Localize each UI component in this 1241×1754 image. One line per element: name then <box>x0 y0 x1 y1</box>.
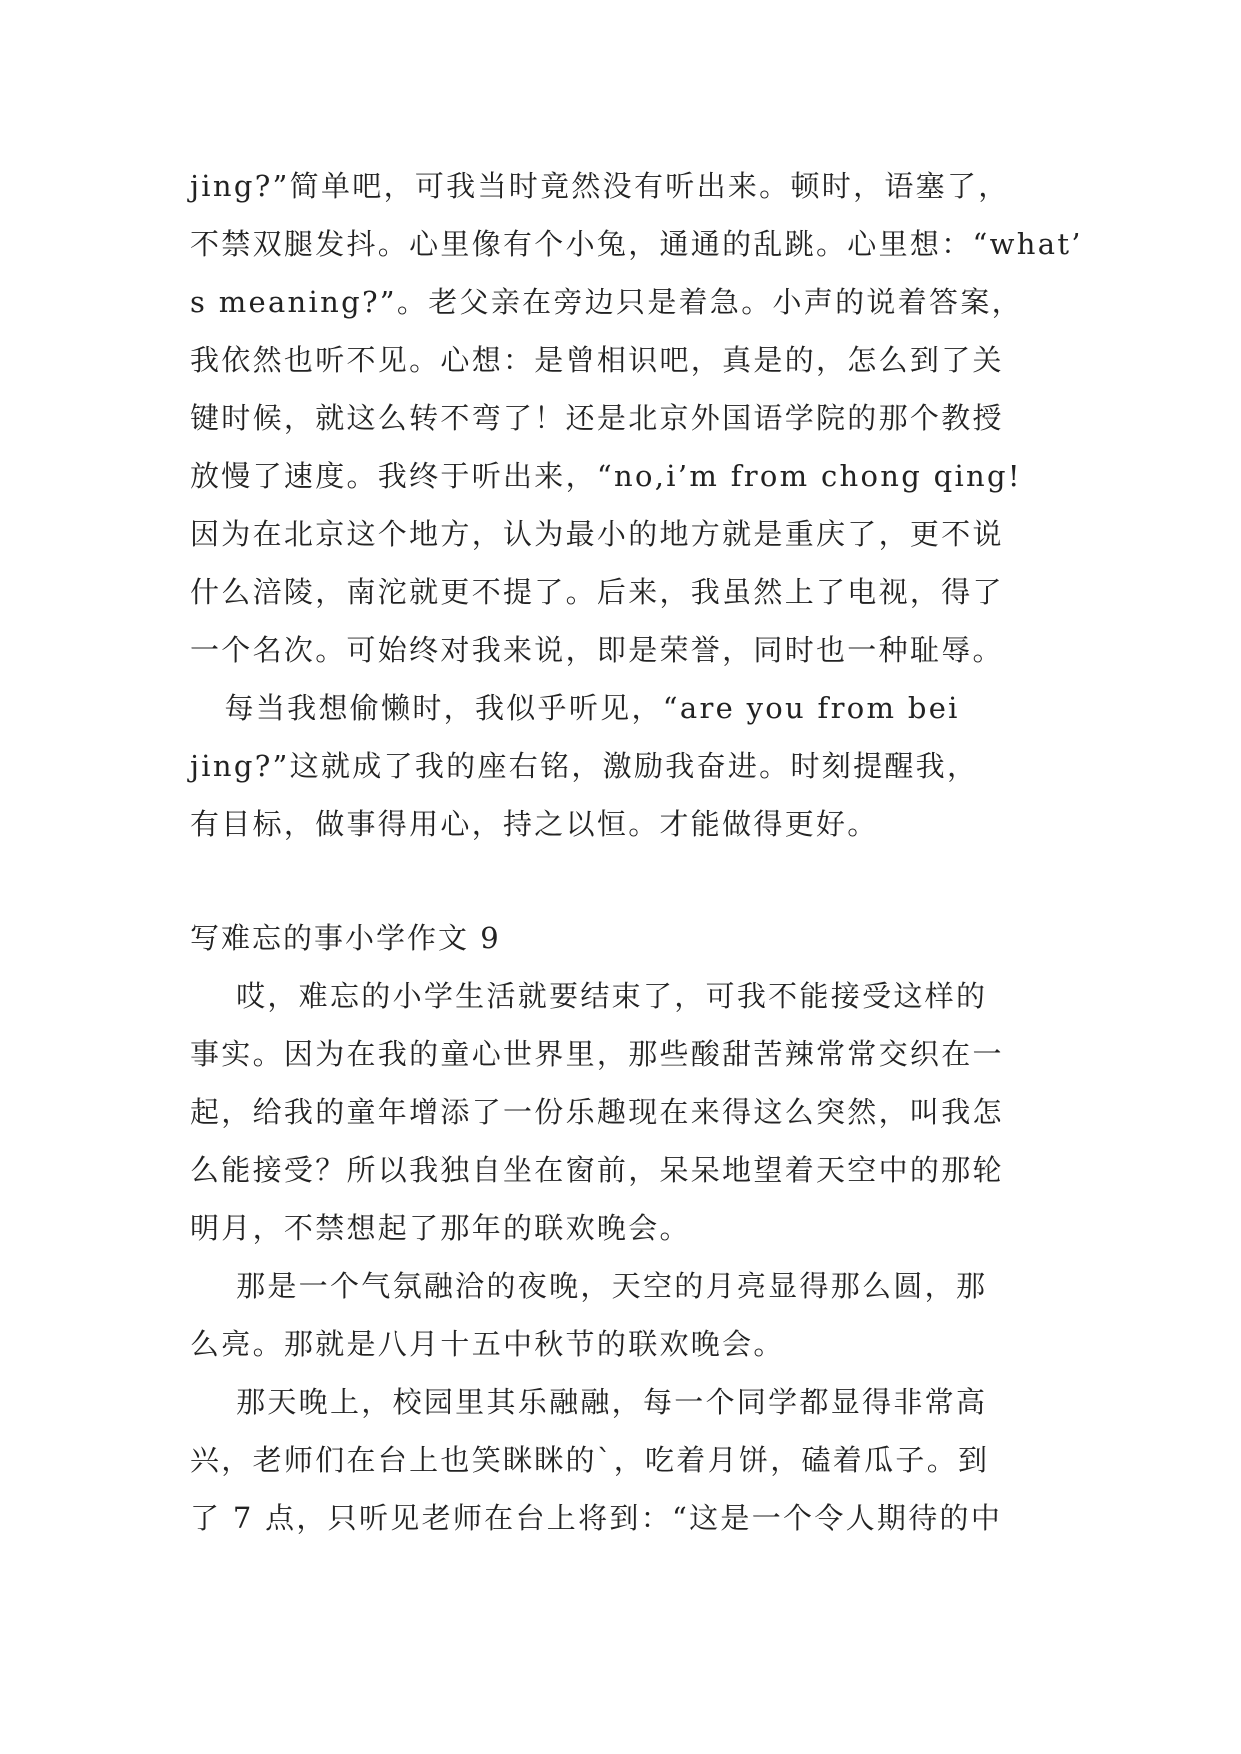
text-line: 兴，老师们在台上也笑眯眯的`，吃着月饼，磕着瓜子。到 <box>190 1443 990 1477</box>
text-line: 那是一个气氛融洽的夜晚，天空的月亮显得那么圆，那 <box>190 1269 988 1303</box>
text-line: 不禁双腿发抖。心里像有个小兔，通通的乱跳。心里想：“what’ <box>190 227 1083 261</box>
text-line: jing?”这就成了我的座右铭，激励我奋进。时刻提醒我， <box>190 749 979 783</box>
text-line: 什么涪陵，南沱就更不提了。后来，我虽然上了电视，得了 <box>190 575 1004 609</box>
section-heading: 写难忘的事小学作文 9 <box>190 921 501 955</box>
text-line: 有目标，做事得用心，持之以恒。才能做得更好。 <box>190 807 879 841</box>
text-line: 明月，不禁想起了那年的联欢晚会。 <box>190 1211 691 1245</box>
text-line: 因为在北京这个地方，认为最小的地方就是重庆了，更不说 <box>190 517 1004 551</box>
text-line: jing?”简单吧，可我当时竟然没有听出来。顿时，语塞了， <box>190 169 1010 203</box>
text-line: 么亮。那就是八月十五中秋节的联欢晚会。 <box>190 1327 785 1361</box>
text-line: 一个名次。可始终对我来说，即是荣誉，同时也一种耻辱。 <box>190 633 1004 667</box>
text-line: 了 7 点，只听见老师在台上将到：“这是一个令人期待的中 <box>190 1501 1003 1535</box>
text-line: 每当我想偷懒时，我似乎听见，“are you from bei <box>190 691 960 725</box>
text-line: 起，给我的童年增添了一份乐趣现在来得这么突然，叫我怎 <box>190 1095 1004 1129</box>
text-line: 那天晚上，校园里其乐融融，每一个同学都显得非常高 <box>190 1385 988 1419</box>
text-line: 我依然也听不见。心想：是曾相识吧，真是的，怎么到了关 <box>190 343 1004 377</box>
text-line: s meaning?”。老父亲在旁边只是着急。小声的说着答案， <box>190 285 1023 319</box>
text-line: 么能接受？所以我独自坐在窗前，呆呆地望着天空中的那轮 <box>190 1153 1004 1187</box>
text-line: 放慢了速度。我终于听出来，“no,i’m from chong qing! <box>190 459 1022 493</box>
text-line: 事实。因为在我的童心世界里，那些酸甜苦辣常常交织在一 <box>190 1037 1004 1071</box>
text-line: 哎，难忘的小学生活就要结束了，可我不能接受这样的 <box>190 979 988 1013</box>
text-line: 键时候，就这么转不弯了！还是北京外国语学院的那个教授 <box>190 401 1004 435</box>
